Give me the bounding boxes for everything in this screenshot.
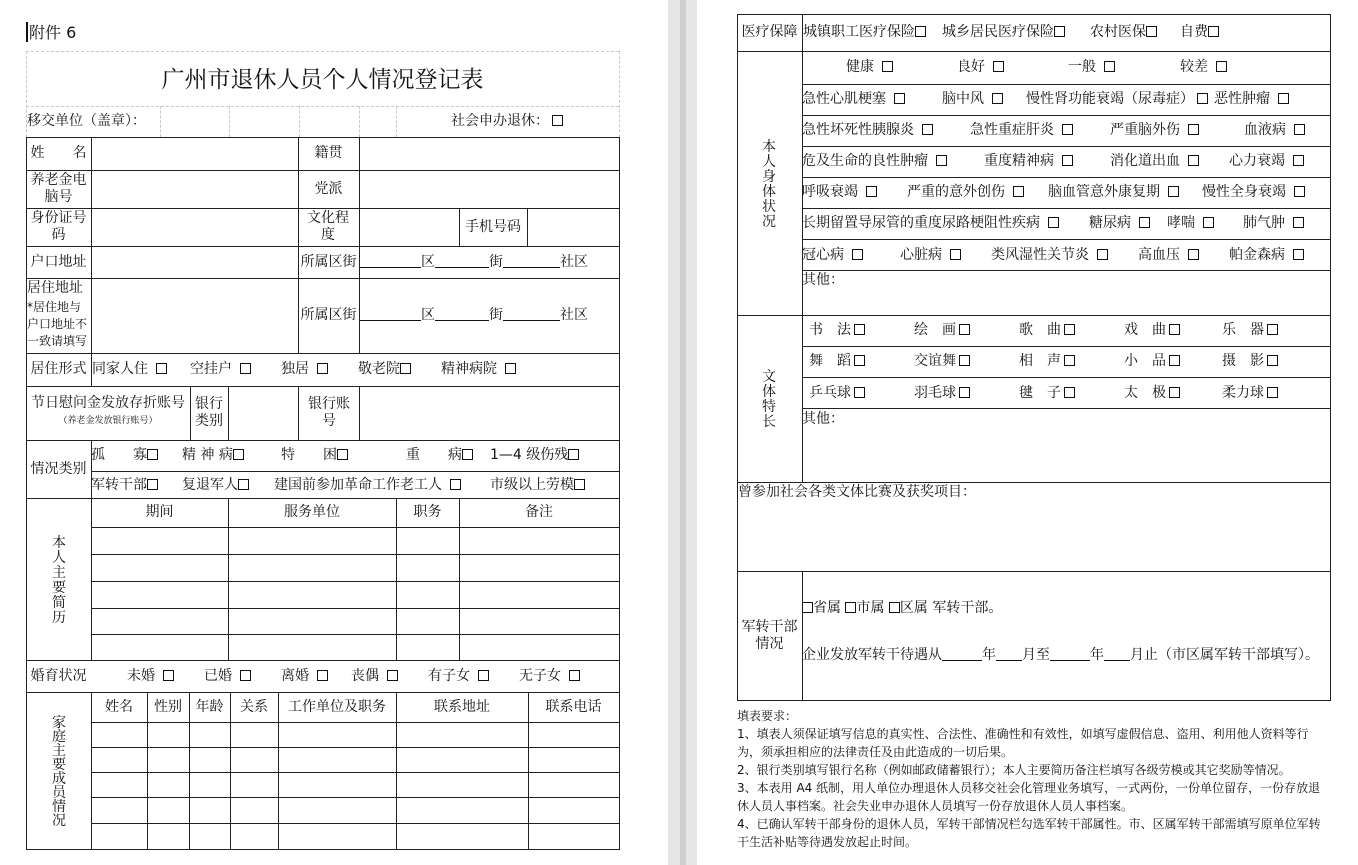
arts-2-3[interactable]: 相 声 [1019,353,1075,370]
category-3[interactable]: 特 困 [281,447,348,464]
insurance-label: 医疗保障 [741,24,798,40]
living-opt-1[interactable]: 同家人住 [92,361,167,378]
note-1: 1、填表人须保证填写信息的真实性、合法性、准确性和有效性，如填写虚假信息、盗用、利用他人资料等行为，须承担相应的法律责任及由此造成的一切后果。 [737,727,1309,759]
disease-3-3[interactable]: 消化道出血 [1110,153,1199,170]
note-3: 3、本表用 A4 纸制，用人单位办理退休人员移交社会化管理业务填写，一式两份，一份单位留存，一份存放退休人员人事档案。社会失业申办退休人员填写一份存放退休人员人事档案。 [737,781,1321,813]
health-status-1[interactable]: 健康 [846,59,893,76]
family-label: 家庭主要成员情况 [52,715,66,829]
resume-header-position: 职务 [413,504,442,520]
arts-2-2[interactable]: 交谊舞 [914,353,970,370]
marriage-opt-2[interactable]: 已婚 [204,668,251,685]
arts-3-1[interactable]: 乒乓球 [809,385,865,402]
marriage-opt-6[interactable]: 无子女 [519,668,580,685]
party-label: 党派 [314,180,343,197]
unit-label: 移交单位（盖章）： [27,113,146,129]
note-2: 2、银行类别填写银行名称（例如邮政储蓄银行）；本人主要简历备注栏填写各级劳模或其它奖励等情况。 [737,763,1291,777]
disease-2-2[interactable]: 急性重症肝炎 [970,122,1073,139]
disease-2-4[interactable]: 血液病 [1244,122,1305,139]
competition-label: 曾参加社会各类文体比赛及获奖项目： [738,484,976,500]
resume-header-unit: 服务单位 [284,504,340,520]
category-1[interactable]: 孤 寡 [91,447,158,464]
competition-field[interactable] [738,503,1329,569]
health-status-3[interactable]: 一般 [1068,59,1115,76]
category-label: 情况类别 [30,460,87,477]
living-opt-5[interactable]: 精神病院 [441,361,516,378]
text-cursor [26,22,28,42]
insurance-opt-3[interactable]: 农村医保 [1090,24,1157,41]
arts-3-5[interactable]: 柔力球 [1222,385,1278,402]
arts-1-1[interactable]: 书 法 [809,322,865,339]
disease-6-1[interactable]: 冠心病 [802,247,863,264]
social-retire-label: 社会申办退休： [451,113,563,130]
living-opt-4[interactable]: 敬老院 [358,361,411,378]
disease-5-2[interactable]: 糖尿病 [1089,215,1150,232]
health-other-field[interactable] [803,290,1329,314]
family-header-address: 联系地址 [434,698,490,715]
residence-field[interactable] [92,279,297,352]
note-4: 4、已确认军转干部身份的退休人员，军转干部情况栏勾选军转干部属性。市、区属军转干部需填写原单位军转干生活补贴等待遇发放起止时间。 [737,817,1321,849]
category-5[interactable]: 1—4 级伤残 [490,447,579,464]
residence-district-fill[interactable]: 区 街 社区 [360,307,588,324]
family-header-gender: 性别 [154,698,182,715]
bank-type-label: 银行类别 [195,396,223,429]
arts-2-5[interactable]: 摄 影 [1222,353,1278,370]
insurance-opt-2[interactable]: 城乡居民医疗保险 [942,24,1065,41]
arts-1-4[interactable]: 戏 曲 [1124,322,1180,339]
disease-1-3[interactable]: 慢性肾功能衰竭（尿毒症） [1026,91,1208,108]
residence-note: *居住地与户口地址不一致请填写 [27,300,88,348]
scrollbar[interactable] [680,0,686,865]
category-7[interactable]: 复退军人 [182,477,249,494]
family-header-relation: 关系 [240,698,268,715]
form-title: 广州市退休人员个人情况登记表 [161,67,484,93]
insurance-opt-1[interactable]: 城镇职工医疗保险 [803,24,926,41]
phone-label: 手机号码 [465,218,521,235]
arts-2-4[interactable]: 小 品 [1124,353,1180,370]
notes-title: 填表要求： [737,709,798,723]
disease-3-1[interactable]: 危及生命的良性肿瘤 [802,153,947,170]
disease-1-4[interactable]: 恶性肿瘤 [1214,91,1289,108]
hukou-district-label: 所属区街 [300,253,357,270]
living-opt-2[interactable]: 空挂户 [190,361,251,378]
arts-3-2[interactable]: 羽毛球 [914,385,970,402]
disease-4-3[interactable]: 脑血管意外康复期 [1048,184,1179,201]
attachment-label: 附件 6 [29,23,77,42]
insurance-opt-4[interactable]: 自费 [1180,24,1219,41]
name-field[interactable] [92,138,297,169]
military-period[interactable]: 企业发放军转干待遇从 年 月至 年 月止（市区属军转干部填写）。 [802,647,1319,663]
arts-label: 文体特长 [762,369,776,430]
arts-other-field[interactable] [803,430,1329,480]
resume-label: 本人主要简历 [52,535,66,626]
arts-1-3[interactable]: 歌 曲 [1019,322,1075,339]
arts-1-2[interactable]: 绘 画 [914,322,970,339]
party-field[interactable] [360,171,618,207]
disease-5-1[interactable]: 长期留置导尿管的重度尿路梗阻性疾病 [802,215,1059,232]
disease-6-3[interactable]: 类风湿性关节炎 [991,247,1108,264]
disease-3-2[interactable]: 重度精神病 [984,153,1073,170]
disease-1-1[interactable]: 急性心肌梗塞 [802,91,905,108]
disease-4-4[interactable]: 慢性全身衰竭 [1202,184,1305,201]
family-header-phone: 联系电话 [545,698,602,715]
disease-4-1[interactable]: 呼吸衰竭 [802,184,877,201]
name-label: 姓 名 [30,145,87,161]
bank-sub: （养老金发放银行账号） [58,416,158,426]
disease-6-5[interactable]: 帕金森病 [1229,247,1304,264]
bank-title: 节日慰问金发放存折账号 [31,394,185,411]
marriage-label: 婚育状况 [30,667,87,684]
health-status-4[interactable]: 较差 [1180,59,1227,76]
health-status-2[interactable]: 良好 [957,59,1004,76]
pension-label: 养老金电脑号 [30,172,87,205]
military-options[interactable]: 省属 市属 区属 军转干部。 [802,600,1002,617]
residence-label: 居住地址 [27,280,83,296]
native-label: 籍贯 [314,145,343,161]
disease-1-2[interactable]: 脑中风 [942,91,1003,108]
category-2[interactable]: 精 神 病 [182,447,244,464]
resume-header-period: 期间 [145,504,174,520]
id-label: 身份证号码 [30,210,87,243]
health-label: 本人身体状况 [762,139,776,230]
page-right [697,0,1358,865]
category-6[interactable]: 军转干部 [91,477,158,494]
native-field[interactable] [360,138,618,169]
disease-5-3[interactable]: 哮喘 [1167,215,1214,232]
edu-field[interactable] [360,209,458,245]
marriage-opt-3[interactable]: 离婚 [281,668,328,685]
disease-6-4[interactable]: 高血压 [1138,247,1199,264]
hukou-district-fill[interactable]: 区 街 社区 [360,254,588,271]
arts-3-3[interactable]: 毽 子 [1019,385,1075,402]
marriage-opt-1[interactable]: 未婚 [127,668,174,685]
pension-field[interactable] [92,171,297,207]
bank-type-field[interactable] [229,387,297,439]
arts-1-5[interactable]: 乐 器 [1222,322,1278,339]
disease-2-3[interactable]: 严重脑外伤 [1110,122,1199,139]
disease-4-2[interactable]: 严重的意外创伤 [907,184,1024,201]
marriage-opt-5[interactable]: 有子女 [428,668,489,685]
living-opt-3[interactable]: 独居 [281,361,328,378]
marriage-opt-4[interactable]: 丧偶 [351,668,398,685]
category-9[interactable]: 市级以上劳模 [490,477,585,494]
disease-6-2[interactable]: 心脏病 [900,247,961,264]
hukou-field[interactable] [92,247,297,277]
military-label: 军转干部情况 [741,619,798,652]
residence-district-label: 所属区街 [300,307,357,323]
disease-3-4[interactable]: 心力衰竭 [1229,153,1304,170]
arts-other-label: 其他： [802,411,844,427]
category-4[interactable]: 重 病 [406,447,473,464]
hukou-label: 户口地址 [30,253,87,270]
id-field[interactable] [92,209,297,245]
living-label: 居住形式 [30,361,87,377]
category-8[interactable]: 建国前参加革命工作老工人 [274,477,461,494]
resume-header-notes: 备注 [525,504,553,520]
page-left [0,0,668,865]
arts-2-1[interactable]: 舞 蹈 [809,353,865,370]
bank-acct-field[interactable] [360,387,618,439]
disease-5-4[interactable]: 肺气肿 [1243,215,1304,232]
family-header-age: 年龄 [195,698,224,715]
social-retire-checkbox[interactable] [552,115,563,126]
bank-acct-label: 银行账号 [308,396,350,429]
health-other-label: 其他： [802,272,844,288]
family-header-work: 工作单位及职务 [288,698,386,715]
arts-3-4[interactable]: 太 极 [1124,385,1180,402]
disease-2-1[interactable]: 急性坏死性胰腺炎 [802,122,933,139]
edu-label: 文化程度 [307,210,349,243]
phone-field[interactable] [528,209,618,245]
family-header-name: 姓名 [105,698,133,715]
